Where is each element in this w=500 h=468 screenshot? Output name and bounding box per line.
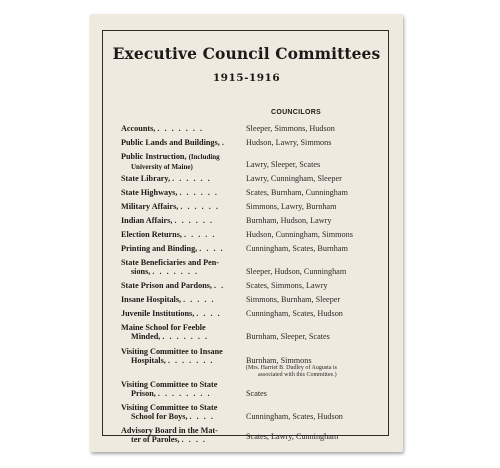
committee-members: Cunningham, Scates, Hudson (246, 309, 343, 318)
committee-name: Public Instruction, (Including University of Maine) (121, 152, 220, 171)
committee-name: Advisory Board in the Mat- ter of Paroles, . . . . (121, 426, 218, 444)
committee-name: Visiting Committee to State School for Boys, . . . . (121, 403, 218, 421)
committee-members: Scates, Simmons, Lawry (246, 281, 328, 290)
term-years: 1915-1916 (212, 72, 281, 84)
committee-name: Maine School for Feeble Minded, . . . . . . . (121, 323, 209, 341)
committee-members: Hudson, Lawry, Simmons (246, 138, 332, 147)
committee-members: Burnham, Hudson, Lawry (246, 216, 332, 225)
committee-members: Simmons, Lawry, Burnham (246, 202, 337, 211)
committee-name: Printing and Binding, . . . . (121, 244, 225, 253)
committee-members: Burnham, Sleeper, Scates (246, 332, 330, 341)
councilors-column-header: COUNCILORS (270, 109, 322, 116)
committee-name: Indian Affairs, . . . . . . (121, 216, 214, 225)
committee-members: Hudson, Cunningham, Simmons (246, 230, 353, 239)
committee-name: Military Affairs, . . . . . . (121, 202, 220, 211)
committee-name: State Highways, . . . . . . (121, 188, 219, 197)
committee-name: State Prison and Pardons, . . (121, 281, 225, 290)
committee-members: Sleeper, Simmons, Hudson (246, 124, 335, 133)
committee-name: Election Returns, . . . . . (121, 230, 216, 239)
committee-members: Scates, Lawry, Cunningham (246, 432, 339, 441)
committee-members: Burnham, Simmons (246, 356, 312, 365)
committee-members: Lawry, Cunningham, Sleeper (246, 174, 342, 183)
committee-name: Accounts, . . . . . . . (121, 124, 204, 133)
committee-name: Visiting Committee to State Prison, . . . . . . . . (121, 380, 218, 398)
committee-members: Scates (246, 389, 267, 398)
committee-members: Lawry, Sleeper, Scates (246, 160, 321, 169)
committee-name: Insane Hospitals, . . . . . (121, 295, 216, 304)
committee-name: State Library, . . . . . . (121, 174, 212, 183)
committee-members: Sleeper, Hudson, Cunningham (246, 267, 347, 276)
committee-name: State Beneficiaries and Pen- sions, . . . . . . . (121, 258, 220, 276)
committee-name: Visiting Committee to Insane Hospitals, . . . . . . . (121, 347, 223, 365)
page-title: Executive Council Committees (112, 44, 381, 63)
committee-members: Scates, Burnham, Cunningham (246, 188, 348, 197)
committee-members: Cunningham, Scates, Burnham (246, 244, 348, 253)
committee-note: (Mrs. Harriet B. Dudley of Augusta is associated with this Committee.) (246, 365, 337, 378)
committee-name: Juvenile Institutions, . . . . (121, 309, 222, 318)
committee-name: Public Lands and Buildings, . (121, 138, 226, 147)
committee-members: Cunningham, Scates, Hudson (246, 412, 343, 421)
document-card (90, 14, 403, 452)
committee-members: Simmons, Burnham, Sleeper (246, 295, 341, 304)
